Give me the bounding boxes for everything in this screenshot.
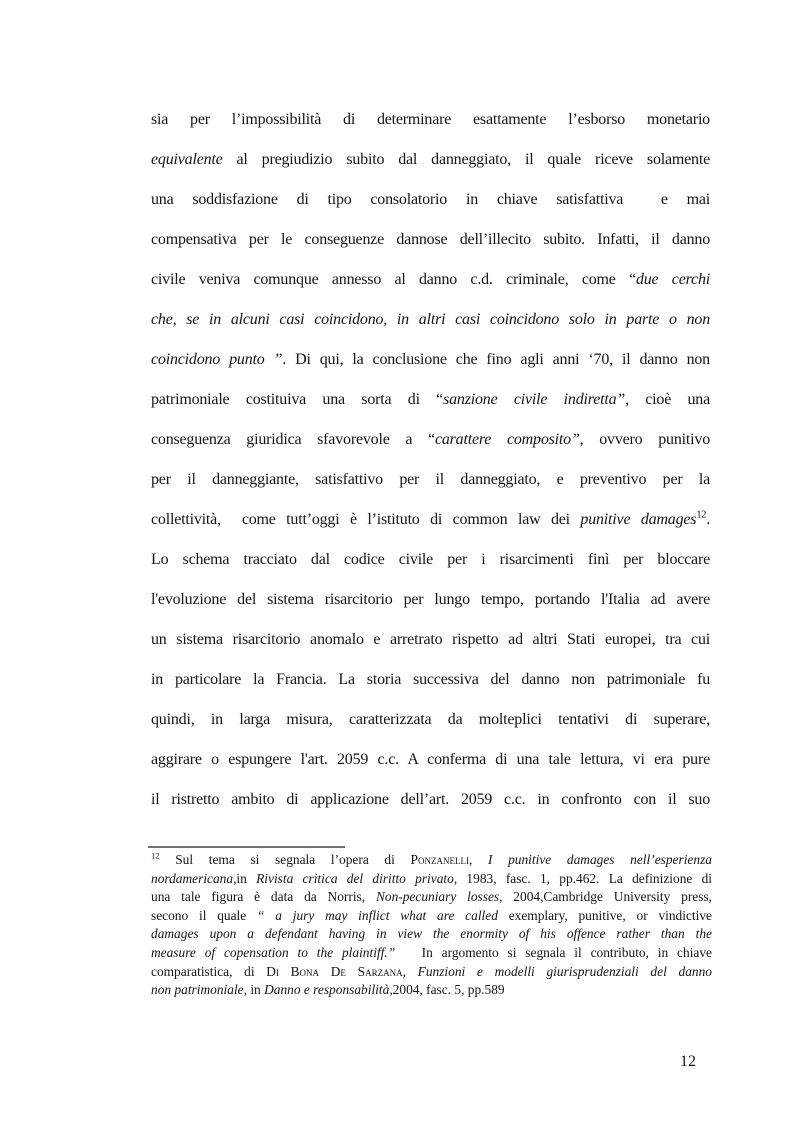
author-name: Ponzanelli bbox=[410, 852, 469, 867]
text-run: cioè una bbox=[628, 391, 711, 408]
text-line bbox=[151, 500, 710, 540]
text-run: una soddisfazione di tipo consolatorio in chiave satisfattiva e mai bbox=[151, 191, 710, 208]
text-line bbox=[151, 780, 710, 820]
text-line bbox=[151, 580, 710, 620]
text-run: 2004, fasc. 5, pp.589 bbox=[392, 982, 505, 998]
text-run: in particolare la Francia. La storia successiva del danno non patrimoniale fu bbox=[151, 671, 710, 688]
text-line bbox=[151, 460, 710, 500]
text-run: l'evoluzione del sistema risarcitorio per lungo tempo, portando l'Italia ad avere bbox=[151, 591, 710, 608]
text-run: Rivista critica del diritto privato, bbox=[256, 870, 458, 886]
text-run: non patrimoniale, bbox=[151, 982, 247, 998]
text-run: , bbox=[402, 963, 418, 979]
text-run: che, se in alcuni casi coincidono, in altri casi coincidono solo in parte o non bbox=[151, 311, 710, 328]
footnote-12 bbox=[151, 851, 712, 1000]
text-line bbox=[151, 944, 712, 963]
text-line bbox=[151, 907, 712, 926]
text-run: coincidono punto ” bbox=[151, 351, 283, 368]
text-run: 1983, fasc. 1, pp.462. La definizione di bbox=[457, 870, 713, 886]
text-run: . bbox=[706, 511, 710, 528]
text-run: compensativa per le conseguenze dannose dell’illecito subito. Infatti, il danno bbox=[151, 231, 710, 248]
text-run: in bbox=[236, 870, 257, 886]
text-run: collettività, come tutt’oggi è l’istituto di common law dei bbox=[151, 511, 581, 528]
text-run: damages upon a defendant having in view the enormity of his offence rather than the bbox=[151, 926, 712, 942]
text-run: due cerchi bbox=[635, 271, 710, 288]
text-run: secono il quale bbox=[151, 907, 257, 923]
text-line bbox=[151, 180, 710, 220]
footnote-number-12: 12 bbox=[151, 850, 160, 861]
text-run: patrimoniale costituiva una sorta di “ bbox=[151, 391, 444, 408]
text-line bbox=[151, 660, 710, 700]
text-run: carattere composito” bbox=[434, 431, 580, 448]
text-line bbox=[151, 925, 712, 944]
text-run: un sistema risarcitorio anomalo e arretrato rispetto ad altri Stati europei, tra cui bbox=[151, 631, 710, 648]
text-run: Funzioni e modelli giurisprudenziali del danno bbox=[417, 963, 712, 979]
text-run: sanzione civile indiretta”, bbox=[443, 391, 629, 408]
text-run: quindi, in larga misura, caratterizzata da molteplici tentativi di superare, bbox=[151, 711, 710, 728]
text-run: al pregiudizio subito dal danneggiato, il quale riceve solamente bbox=[222, 151, 710, 168]
text-line bbox=[151, 380, 710, 420]
text-run: , bbox=[468, 852, 488, 867]
footnote-reference-12: 12 bbox=[696, 509, 707, 521]
text-run: civile veniva comunque annesso al danno c.d. criminale, come “ bbox=[151, 271, 636, 288]
text-run: il ristretto ambito di applicazione dell’art. 2059 c.c. in confronto con il suo bbox=[151, 791, 710, 808]
text-run: I punitive damages nell’esperienza bbox=[487, 852, 712, 867]
text-line bbox=[151, 540, 710, 580]
text-line bbox=[151, 140, 710, 180]
text-run: “ a jury may inflict what are called bbox=[257, 907, 498, 923]
text-run: Danno e responsabilità, bbox=[264, 982, 393, 998]
text-line bbox=[151, 963, 712, 982]
text-line bbox=[151, 700, 710, 740]
text-line bbox=[151, 220, 710, 260]
text-line bbox=[151, 100, 710, 140]
text-run: punitive damages bbox=[580, 511, 697, 528]
text-run: equivalente bbox=[151, 151, 223, 168]
page-number: 12 bbox=[680, 1053, 696, 1070]
text-run: , ovvero punitivo bbox=[579, 431, 710, 448]
text-run: una tale figura è data da Norris, bbox=[151, 889, 376, 905]
text-run: comparatistica, di bbox=[151, 963, 267, 979]
text-run: Lo schema tracciato dal codice civile per i risarcimenti finì per bloccare bbox=[151, 551, 710, 568]
text-run: measure of copensation to the plaintiff.” bbox=[151, 944, 396, 960]
text-line bbox=[151, 888, 712, 907]
text-run: . Di qui, la conclusione che fino agli anni ‘70, il danno non bbox=[282, 351, 710, 368]
text-run: 2004,Cambridge University press, bbox=[502, 889, 713, 905]
text-run: conseguenza giuridica sfavorevole a “ bbox=[151, 431, 435, 448]
text-line bbox=[151, 300, 710, 340]
footnote-separator bbox=[148, 846, 345, 848]
text-run: per il danneggiante, satisfattivo per il danneggiato, e preventivo per la bbox=[151, 471, 710, 488]
text-line bbox=[151, 981, 712, 1000]
text-line bbox=[151, 260, 710, 300]
text-line bbox=[151, 420, 710, 460]
text-line bbox=[151, 740, 710, 780]
text-line bbox=[151, 851, 712, 870]
text-line bbox=[151, 620, 710, 660]
text-run: Non-pecuniary losses, bbox=[375, 889, 503, 905]
text-run: Sul tema si segnala l’opera di bbox=[159, 852, 411, 867]
text-run: aggirare o espungere l'art. 2059 c.c. A conferma di una tale lettura, vi era pure bbox=[151, 751, 710, 768]
text-line bbox=[151, 870, 712, 889]
text-run: nordamericana, bbox=[151, 870, 237, 886]
text-line bbox=[151, 340, 710, 380]
text-run: sia per l’impossibilità di determinare esattamente l’esborso monetario bbox=[151, 111, 710, 128]
text-run: In argomento si segnala il contributo, in chiave bbox=[395, 944, 712, 960]
text-run: in bbox=[246, 982, 265, 998]
body-text bbox=[151, 100, 710, 820]
text-run: exemplary, punitive, or vindictive bbox=[497, 907, 712, 923]
author-name: Di Bona De Sarzana bbox=[266, 963, 403, 979]
